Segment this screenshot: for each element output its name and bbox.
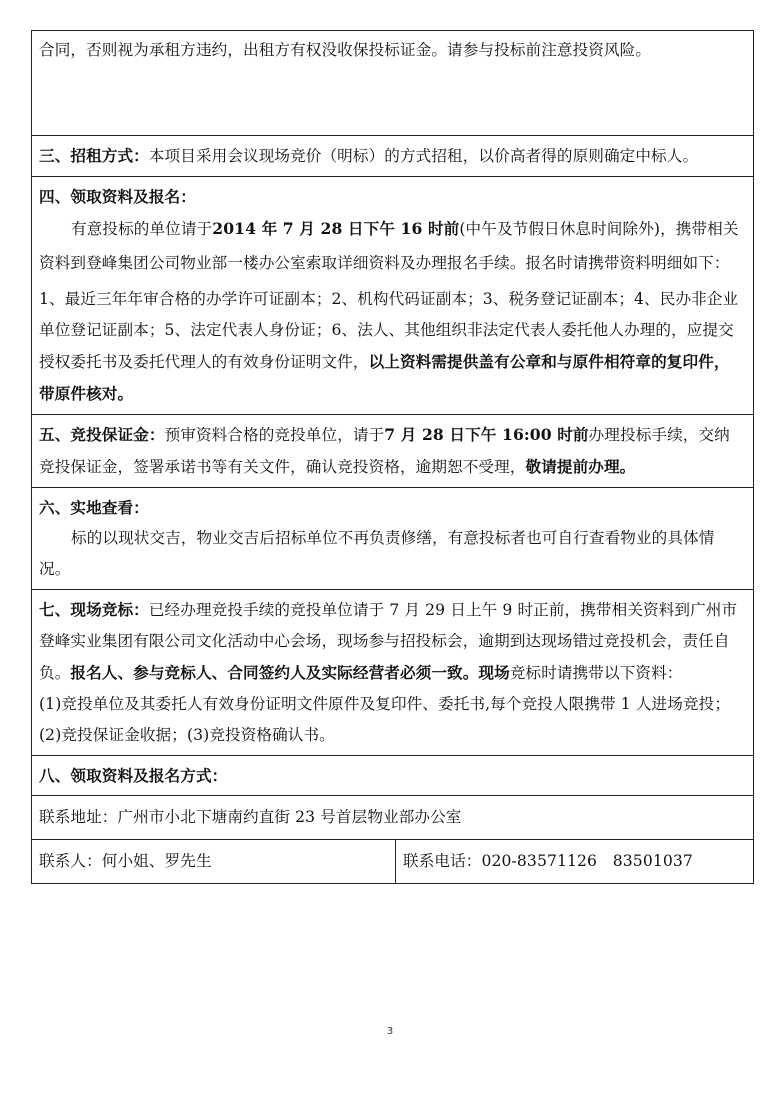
cell-address <box>32 796 754 840</box>
section-4-p1-text: 有意投标的单位请于 <box>71 220 213 238</box>
section-6-body: 标的以现状交吉，物业交吉后招标单位不再负责修缮，有意投标者也可自行查看物业的具体情况。 <box>39 529 715 578</box>
section-4-paragraph-1 <box>39 212 745 280</box>
section-4-p1-rest: (中午及节假日休息时间除外)，携带相关资料到登峰集团公司物业部一楼办公室索取详细资料及办理报名手续。报名时请携带资料明细如下： <box>39 220 739 272</box>
section-3-heading: 三、招租方式： <box>39 146 149 165</box>
cell-section-7 <box>32 590 754 756</box>
row-contact <box>32 840 754 884</box>
cell-section-5 <box>32 415 754 488</box>
section-7-bold-note: 报名人、参与竞标人、合同签约人及实际经营者必须一致。现场 <box>70 663 510 682</box>
row-section-4 <box>32 177 754 415</box>
document-table <box>31 30 754 884</box>
contact-person: 联系人：何小姐、罗先生 <box>39 852 212 870</box>
cell-section-3 <box>32 136 754 177</box>
section-5-deadline: 7 月 28 日下午 16:00 时前 <box>384 425 589 444</box>
section-7-list: (1)竞投单位及其委托人有效身份证明文件原件及复印件、委托书,每个竞投人限携带 1 人进场竞投；(2)竞投保证金收据；(3)竞投资格确认书。 <box>39 695 731 744</box>
section-3-body: 本项目采用会议现场竞价（明标）的方式招租，以价高者得的原则确定中标人。 <box>148 147 699 165</box>
section-7-text-rest: 竞标时请携带以下资料： <box>509 664 683 682</box>
row-section-8 <box>32 756 754 796</box>
cell-contact-phone <box>396 840 754 884</box>
row-section-6 <box>32 488 754 590</box>
cell-section-8 <box>32 756 754 796</box>
section-4-requirements-note: 以上资料需提供盖有公章和与原件相符章的复印件，带原件核对。 <box>39 352 730 403</box>
contact-phone: 联系电话：020-83571126 83501037 <box>403 852 693 870</box>
section-7-heading: 七、现场竞标： <box>39 600 149 619</box>
row-section-7 <box>32 590 754 756</box>
section-4-deadline: 2014 年 7 月 28 日下午 16 时前 <box>212 219 460 238</box>
section-7-text: 已经办理竞投手续的竞投单位请于 7 月 29 日上午 9 时正前，携带相关资料到广州市登峰实业集团有限公司文化活动中心会场，现场参与招投标会，逾期到达现场错过竞投机会，责任自负。 <box>39 601 738 682</box>
page-number: 3 <box>386 1026 394 1037</box>
contact-address: 联系地址：广州市小北下塘南约直街 23 号首层物业部办公室 <box>39 808 462 826</box>
section-5-note: 敬请提前办理。 <box>525 457 636 476</box>
section-6-heading: 六、实地查看： <box>39 498 149 517</box>
section-8-heading: 八、领取资料及报名方式： <box>39 766 228 785</box>
row-section-5 <box>32 415 754 488</box>
cell-contact-person <box>32 840 396 884</box>
row-section-3 <box>32 136 754 177</box>
section-5-text: 预审资料合格的竞投单位，请于 <box>164 426 385 444</box>
top-text: 合同，否则视为承租方违约，出租方有权没收保投标证金。请参与投标前注意投资风险。 <box>39 41 652 59</box>
section-5-heading: 五、竞投保证金： <box>39 425 165 444</box>
section-4-requirements: 1、最近三年年审合格的办学许可证副本；2、机构代码证副本；3、税务登记证副本；4、民办非企业单位登记证副本；5、法定代表人身份证；6、法人、其他组织非法定代表人委托他人办理的，应提交授权委托书及委托代理人的有效身份证明文件， <box>39 290 739 371</box>
cell-section-6 <box>32 488 754 590</box>
row-address <box>32 796 754 840</box>
cell-section-4 <box>32 177 754 415</box>
section-5-text-rest: 办理投标手续，交纳竞投保证金，签署承诺书等有关文件，确认竞投资格，逾期恕不受理， <box>39 426 730 476</box>
cell-top <box>32 31 754 136</box>
section-4-paragraph-2 <box>39 284 745 410</box>
section-4-heading: 四、领取资料及报名： <box>39 187 196 206</box>
row-top <box>32 31 754 136</box>
